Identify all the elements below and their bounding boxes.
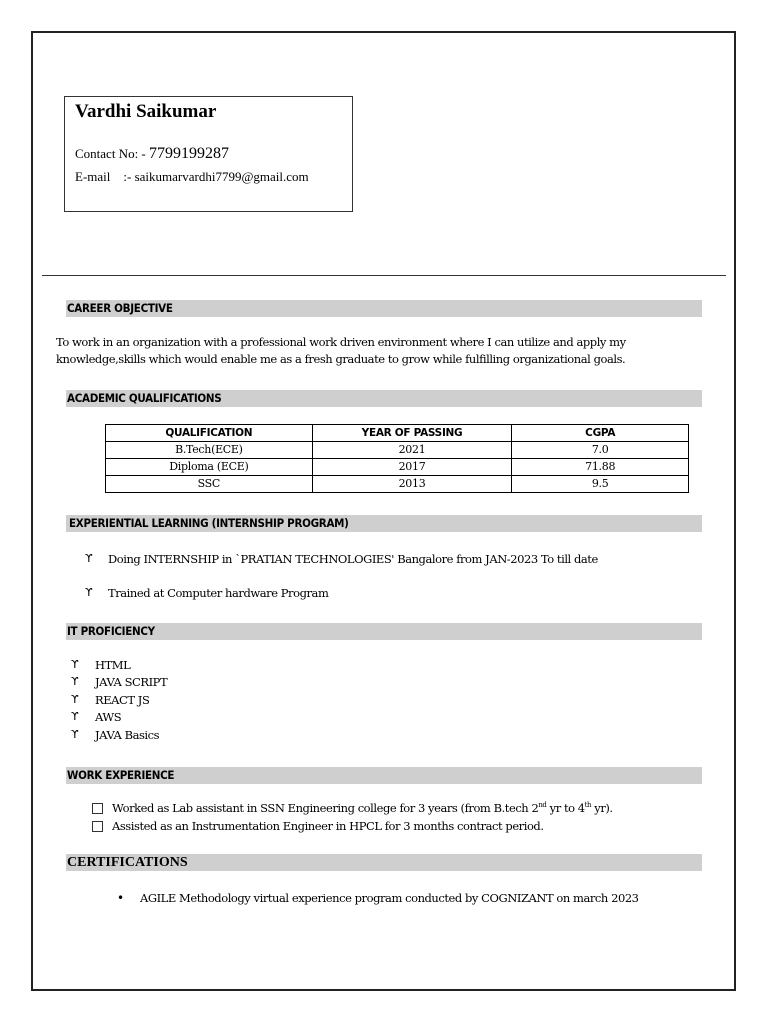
academic-heading: ACADEMIC QUALIFICATIONS	[66, 390, 702, 407]
list-bullet-icon: ϒ	[85, 586, 93, 599]
work-item	[112, 801, 613, 815]
column-header: CGPA	[512, 425, 689, 442]
table-cell: 2017	[312, 459, 512, 476]
career-line-1: To work in an organization with a professional work driven environment where I can utilize and apply my	[56, 335, 626, 349]
list-bullet-icon: ϒ	[71, 658, 79, 671]
table-cell: 2013	[312, 476, 512, 493]
checkbox-bullet-icon	[92, 821, 103, 832]
contact-label: Contact No: -	[75, 146, 150, 161]
email-label: E-mail :-	[75, 169, 135, 184]
internship-item: Trained at Computer hardware Program	[108, 586, 329, 600]
list-bullet-icon: ϒ	[71, 693, 79, 706]
column-header: YEAR OF PASSING	[312, 425, 512, 442]
career-heading: CAREER OBJECTIVE	[66, 300, 702, 317]
table-header-row	[106, 425, 689, 442]
list-bullet-icon: ϒ	[71, 675, 79, 688]
it-item: JAVA SCRIPT	[95, 675, 168, 689]
email-address: saikumarvardhi7799@gmail.com	[134, 169, 309, 184]
work-item-text: yr to 4	[546, 801, 585, 815]
table-cell: 7.0	[512, 442, 689, 459]
it-item: REACT JS	[95, 693, 150, 707]
header-divider	[42, 275, 726, 276]
work-heading: WORK EXPERIENCE	[66, 767, 702, 784]
list-bullet-icon: ϒ	[71, 710, 79, 723]
table-cell: B.Tech(ECE)	[106, 442, 313, 459]
header-box	[64, 96, 353, 212]
email-line	[75, 169, 309, 185]
list-bullet-icon: ϒ	[85, 552, 93, 565]
internship-heading: EXPERIENTIAL LEARNING (INTERNSHIP PROGRAM)	[66, 515, 702, 532]
contact-number: 7799199287	[149, 145, 230, 162]
work-item-text: yr).	[591, 801, 613, 815]
table-row	[106, 459, 689, 476]
table-cell: Diploma (ECE)	[106, 459, 313, 476]
table-cell: 9.5	[512, 476, 689, 493]
certifications-heading: CERTIFICATIONS	[66, 854, 702, 871]
table-cell: 2021	[312, 442, 512, 459]
academic-table	[105, 424, 689, 493]
it-heading: IT PROFICIENCY	[66, 623, 702, 640]
table-cell: 71.88	[512, 459, 689, 476]
column-header: QUALIFICATION	[106, 425, 313, 442]
it-item: AWS	[95, 710, 122, 724]
work-item: Assisted as an Instrumentation Engineer in HPCL for 3 months contract period.	[112, 819, 544, 833]
internship-item: Doing INTERNSHIP in `PRATIAN TECHNOLOGIES' Bangalore from JAN-2023 To till date	[108, 552, 598, 566]
work-item-text: Worked as Lab assistant in SSN Engineering college for 3 years (from B.tech 2	[112, 801, 539, 815]
contact-line	[75, 145, 229, 163]
career-line-2: knowledge,skills which would enable me as a fresh graduate to grow while fulfilling organizational goals.	[56, 352, 626, 366]
certification-item: AGILE Methodology virtual experience program conducted by COGNIZANT on march 2023	[140, 891, 639, 905]
ordinal-suffix: th	[584, 801, 592, 810]
candidate-name: Vardhi Saikumar	[75, 101, 217, 122]
table-row	[106, 476, 689, 493]
it-item: HTML	[95, 658, 131, 672]
table-cell: SSC	[106, 476, 313, 493]
table-row	[106, 442, 689, 459]
ordinal-suffix: nd	[538, 801, 547, 810]
list-bullet-icon: ϒ	[71, 728, 79, 741]
checkbox-bullet-icon	[92, 803, 103, 814]
it-item: JAVA Basics	[95, 728, 160, 742]
dot-bullet-icon: •	[117, 891, 125, 905]
